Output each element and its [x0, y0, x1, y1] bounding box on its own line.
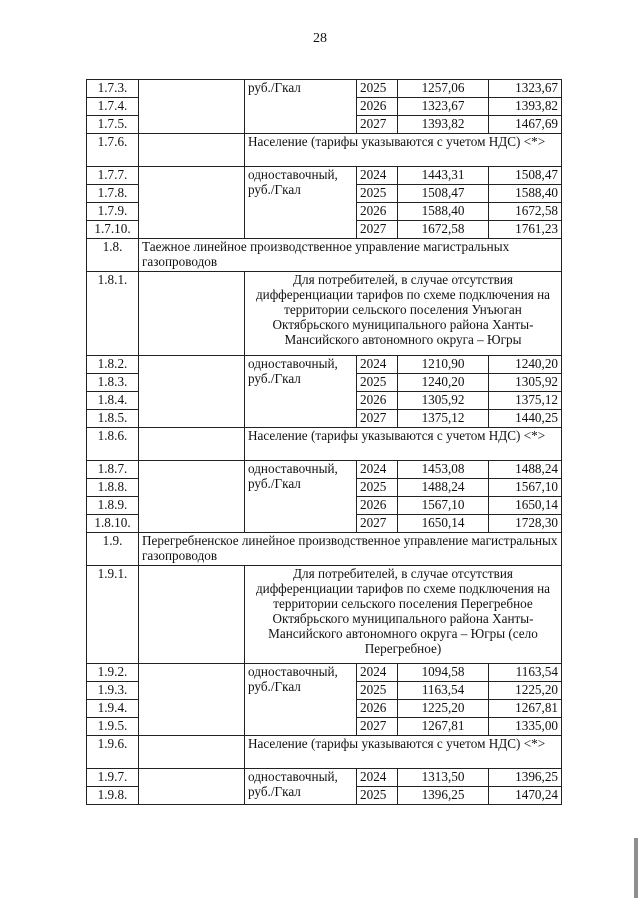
row-number: 1.7.9.	[87, 203, 139, 221]
empty-cell	[139, 134, 245, 167]
table-row	[87, 533, 562, 566]
table-row	[87, 566, 562, 664]
year-cell: 2025	[357, 682, 398, 700]
tariff-value-1: 1094,58	[398, 664, 489, 682]
tariff-value-2: 1488,24	[489, 461, 562, 479]
year-cell: 2027	[357, 221, 398, 239]
row-number: 1.8.8.	[87, 479, 139, 497]
scan-edge-mark	[634, 838, 638, 898]
table-row	[87, 736, 562, 769]
row-number: 1.9.6.	[87, 736, 139, 769]
table-row	[87, 239, 562, 272]
unit-cell: одноставочный, руб./Гкал	[245, 356, 357, 428]
population-note: Население (тарифы указываются с учетом НДС) <*>	[245, 428, 562, 461]
tariff-value-1: 1650,14	[398, 515, 489, 533]
tariff-value-1: 1313,50	[398, 769, 489, 787]
table-row	[87, 80, 562, 98]
tariff-value-2: 1470,24	[489, 787, 562, 805]
tariff-value-1: 1453,08	[398, 461, 489, 479]
row-number: 1.8.1.	[87, 272, 139, 356]
tariff-value-2: 1335,00	[489, 718, 562, 736]
year-cell: 2026	[357, 700, 398, 718]
tariff-value-2: 1508,47	[489, 167, 562, 185]
tariff-value-2: 1375,12	[489, 392, 562, 410]
tariff-table	[86, 79, 562, 805]
empty-cell	[139, 167, 245, 239]
tariff-value-2: 1323,67	[489, 80, 562, 98]
tariff-value-1: 1672,58	[398, 221, 489, 239]
table-row	[87, 272, 562, 356]
tariff-value-1: 1588,40	[398, 203, 489, 221]
year-cell: 2025	[357, 787, 398, 805]
tariff-value-1: 1393,82	[398, 116, 489, 134]
table-row	[87, 167, 562, 185]
row-number: 1.8.4.	[87, 392, 139, 410]
year-cell: 2027	[357, 410, 398, 428]
row-number: 1.8.7.	[87, 461, 139, 479]
empty-cell	[139, 664, 245, 736]
tariff-value-2: 1728,30	[489, 515, 562, 533]
row-number: 1.7.10.	[87, 221, 139, 239]
table-row	[87, 769, 562, 787]
row-number: 1.7.4.	[87, 98, 139, 116]
row-number: 1.7.8.	[87, 185, 139, 203]
unit-cell: одноставочный, руб./Гкал	[245, 664, 357, 736]
year-cell: 2027	[357, 116, 398, 134]
section-title: Таежное линейное производственное управление магистральных газопроводов	[139, 239, 562, 272]
population-note: Население (тарифы указываются с учетом НДС) <*>	[245, 134, 562, 167]
year-cell: 2024	[357, 167, 398, 185]
row-number: 1.8.9.	[87, 497, 139, 515]
page-number: 28	[313, 31, 327, 46]
year-cell: 2025	[357, 80, 398, 98]
row-number: 1.9.8.	[87, 787, 139, 805]
year-cell: 2027	[357, 718, 398, 736]
tariff-value-2: 1305,92	[489, 374, 562, 392]
tariff-value-1: 1488,24	[398, 479, 489, 497]
row-number: 1.9.2.	[87, 664, 139, 682]
tariff-value-1: 1567,10	[398, 497, 489, 515]
row-number: 1.7.7.	[87, 167, 139, 185]
row-number: 1.8.2.	[87, 356, 139, 374]
year-cell: 2027	[357, 515, 398, 533]
year-cell: 2025	[357, 185, 398, 203]
row-number: 1.8.5.	[87, 410, 139, 428]
consumer-condition: Для потребителей, в случае отсутствия дифференциации тарифов по схеме подключения на территории сельского поселения Унъюган Октябрьского муниципального района Ханты-Мансийского автономного округа – Югры	[245, 272, 562, 356]
section-number: 1.8.	[87, 239, 139, 272]
tariff-value-2: 1672,58	[489, 203, 562, 221]
tariff-value-2: 1467,69	[489, 116, 562, 134]
tariff-value-1: 1396,25	[398, 787, 489, 805]
empty-cell	[139, 428, 245, 461]
year-cell: 2024	[357, 461, 398, 479]
row-number: 1.9.7.	[87, 769, 139, 787]
empty-cell	[139, 736, 245, 769]
year-cell: 2026	[357, 203, 398, 221]
tariff-value-1: 1305,92	[398, 392, 489, 410]
tariff-value-1: 1257,06	[398, 80, 489, 98]
tariff-value-2: 1567,10	[489, 479, 562, 497]
tariff-value-1: 1508,47	[398, 185, 489, 203]
tariff-value-2: 1650,14	[489, 497, 562, 515]
tariff-value-1: 1267,81	[398, 718, 489, 736]
row-number: 1.8.10.	[87, 515, 139, 533]
section-number: 1.9.	[87, 533, 139, 566]
year-cell: 2025	[357, 374, 398, 392]
tariff-value-1: 1443,31	[398, 167, 489, 185]
empty-cell	[139, 356, 245, 428]
tariff-value-1: 1240,20	[398, 374, 489, 392]
row-number: 1.9.3.	[87, 682, 139, 700]
unit-cell: одноставочный, руб./Гкал	[245, 461, 357, 533]
row-number: 1.9.4.	[87, 700, 139, 718]
table-row	[87, 134, 562, 167]
empty-cell	[139, 769, 245, 805]
year-cell: 2024	[357, 664, 398, 682]
tariff-value-2: 1240,20	[489, 356, 562, 374]
unit-cell: одноставочный, руб./Гкал	[245, 769, 357, 805]
tariff-value-1: 1375,12	[398, 410, 489, 428]
empty-cell	[139, 461, 245, 533]
year-cell: 2024	[357, 769, 398, 787]
year-cell: 2024	[357, 356, 398, 374]
section-title: Перегребненское линейное производственное управление магистральных газопроводов	[139, 533, 562, 566]
population-note: Население (тарифы указываются с учетом НДС) <*>	[245, 736, 562, 769]
tariff-value-2: 1393,82	[489, 98, 562, 116]
year-cell: 2025	[357, 479, 398, 497]
row-number: 1.8.6.	[87, 428, 139, 461]
tariff-value-2: 1163,54	[489, 664, 562, 682]
tariff-value-1: 1163,54	[398, 682, 489, 700]
tariff-value-2: 1588,40	[489, 185, 562, 203]
row-number: 1.7.5.	[87, 116, 139, 134]
table-row	[87, 428, 562, 461]
row-number: 1.7.6.	[87, 134, 139, 167]
table-row	[87, 664, 562, 682]
table-row	[87, 356, 562, 374]
row-number: 1.9.5.	[87, 718, 139, 736]
year-cell: 2026	[357, 497, 398, 515]
tariff-value-2: 1440,25	[489, 410, 562, 428]
tariff-value-1: 1323,67	[398, 98, 489, 116]
empty-cell	[139, 566, 245, 664]
table-row	[87, 461, 562, 479]
tariff-value-1: 1225,20	[398, 700, 489, 718]
empty-cell	[139, 272, 245, 356]
year-cell: 2026	[357, 392, 398, 410]
empty-cell	[139, 80, 245, 134]
unit-cell: одноставочный, руб./Гкал	[245, 167, 357, 239]
tariff-value-2: 1761,23	[489, 221, 562, 239]
year-cell: 2026	[357, 98, 398, 116]
tariff-value-2: 1396,25	[489, 769, 562, 787]
unit-cell: руб./Гкал	[245, 80, 357, 134]
tariff-value-2: 1225,20	[489, 682, 562, 700]
tariff-value-1: 1210,90	[398, 356, 489, 374]
consumer-condition: Для потребителей, в случае отсутствия дифференциации тарифов по схеме подключения на территории сельского поселения Перегребное Октябрьского муниципального района Ханты-Мансийского автономного округа – Югры (село Перегребное)	[245, 566, 562, 664]
row-number: 1.9.1.	[87, 566, 139, 664]
row-number: 1.8.3.	[87, 374, 139, 392]
row-number: 1.7.3.	[87, 80, 139, 98]
tariff-value-2: 1267,81	[489, 700, 562, 718]
